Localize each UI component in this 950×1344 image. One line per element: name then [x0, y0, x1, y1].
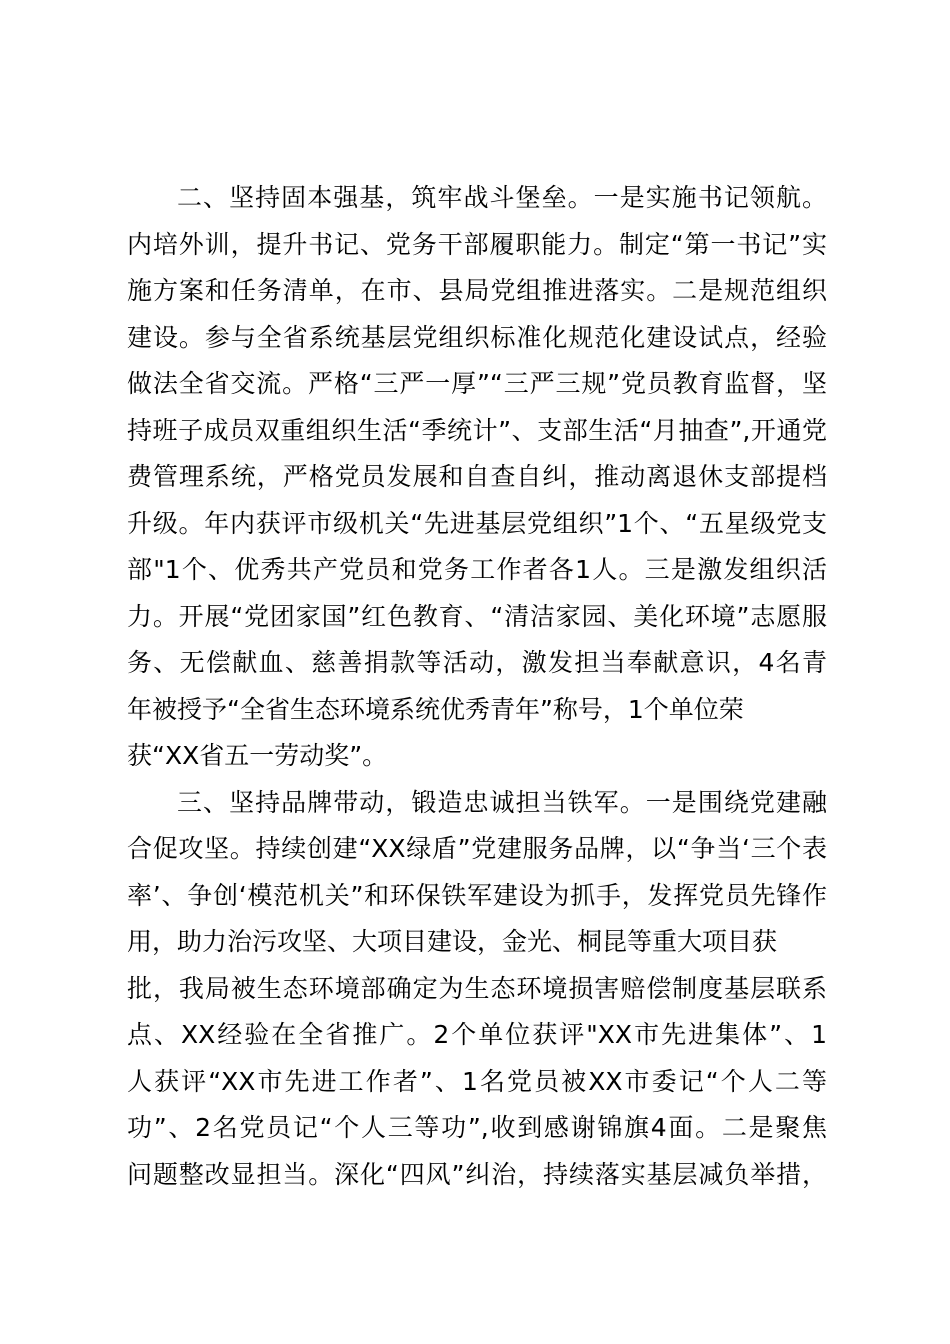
paragraph-section-two [127, 175, 827, 780]
text-line: 问题整改显担当。深化“四风”纠治，持续落实基层减负举措， [127, 1159, 827, 1189]
text-line: 用，助力治污攻坚、大项目建设，金光、桐昆等重大项目获 [127, 927, 778, 956]
text-line: 费管理系统，严格党员发展和自查自纠，推动离退休支部提档 [127, 462, 827, 491]
text-line: 建设。参与全省系统基层党组织标准化规范化建设试点，经验 [127, 322, 827, 352]
text-line: 升级。年内获评市级机关“先进基层党组织”1个、“五星级党支 [127, 508, 827, 538]
text-line: 力。开展“党团家国”红色教育、“清洁家园、美化环境”志愿服 [127, 601, 827, 631]
text-line: 年被授予“全省生态环境系统优秀青年”称号，1个单位荣 [127, 694, 744, 724]
text-line: 点、XX经验在全省推广。2个单位获评"XX市先进集体”、1 [127, 1020, 827, 1049]
text-line: 三、坚持品牌带动，锻造忠诚担当铁军。一是围绕党建融 [177, 787, 827, 817]
text-line: 部"1个、优秀共产党员和党务工作者各1人。三是激发组织活 [127, 555, 827, 584]
text-line: 获“XX省五一劳动奖”。 [127, 741, 388, 770]
text-line: 率’、争创‘模范机关”和环保铁军建设为抓手，发挥党员先锋作 [127, 880, 827, 910]
text-line: 做法全省交流。严格“三严一厚”“三严三规”党员教育监督，坚 [127, 369, 827, 398]
text-line: 持班子成员双重组织生活“季统计”、支部生活“月抽查”,开通党 [127, 415, 827, 445]
text-line: 人获评“XX市先进工作者”、1名党员被XX市委记“个人二等 [127, 1066, 827, 1096]
text-line: 二、坚持固本强基，筑牢战斗堡垒。一是实施书记领航。 [177, 183, 827, 212]
document-body [127, 175, 827, 1198]
text-line: 内培外训，提升书记、党务干部履职能力。制定“第一书记”实 [127, 229, 827, 259]
text-line: 合促攻坚。持续创建“XX绿盾”党建服务品牌，以“争当‘三个表 [127, 834, 827, 863]
text-line: 功”、2名党员记“个人三等功”,收到感谢锦旗4面。二是聚焦 [127, 1113, 827, 1142]
paragraph-section-three [127, 780, 827, 1199]
text-line: 批，我局被生态环境部确定为生态环境损害赔偿制度基层联系 [127, 973, 827, 1003]
text-line: 施方案和任务清单，在市、县局党组推进落实。二是规范组织 [127, 276, 827, 305]
text-line: 务、无偿献血、慈善捐款等活动，激发担当奉献意识，4名青 [127, 648, 827, 677]
